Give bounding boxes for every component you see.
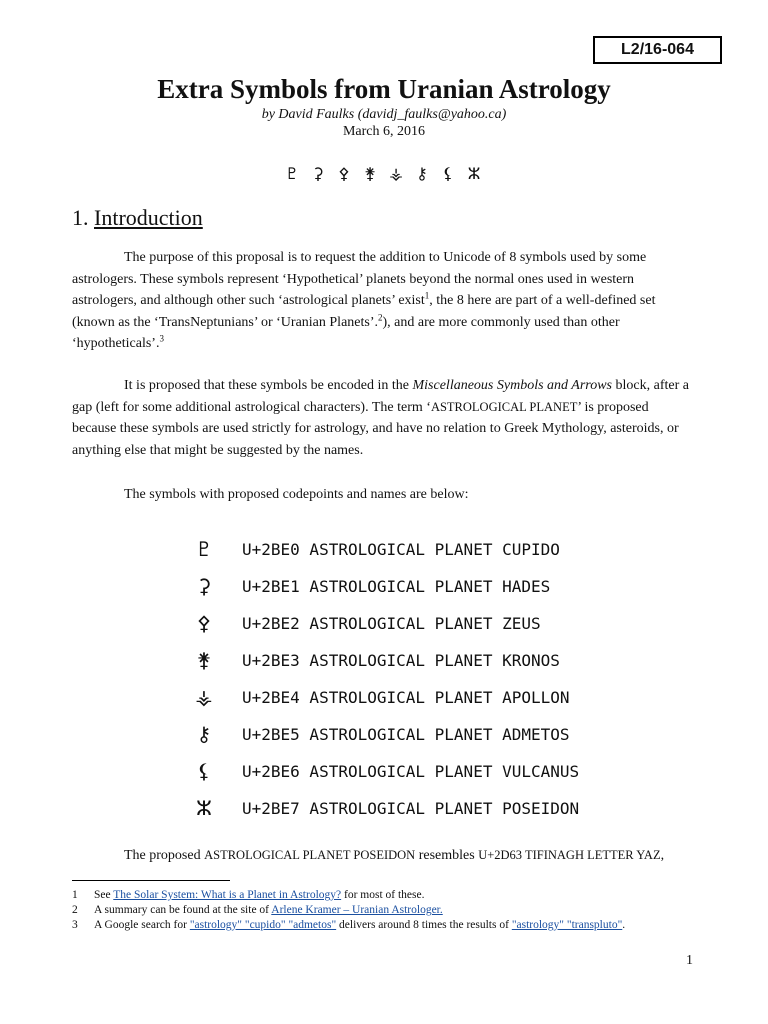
codepoint-row [188, 609, 638, 637]
codepoint-label: U+2BE2 ASTROLOGICAL PLANET ZEUS [242, 613, 541, 633]
character-name: ASTROLOGICAL PLANET POSEIDON [204, 848, 416, 862]
paragraph-text: ), and are more commonly used than other ‘hypotheticals’. [72, 314, 620, 351]
paragraph-text: block, after a gap (left for some additional astrological characters). The term ‘ [72, 378, 689, 415]
paragraph-text: , [660, 848, 665, 863]
codepoint-row [188, 572, 638, 600]
section-heading-introduction [72, 205, 203, 231]
footnote-text: See [94, 889, 114, 901]
intro-paragraph-purpose [72, 247, 690, 355]
kronos-symbol-icon: ⚵ [364, 164, 376, 183]
block-name: Miscellaneous Symbols and Arrows [412, 378, 612, 393]
footnote-1 [72, 888, 712, 903]
codepoint-label: U+2BE0 ASTROLOGICAL PLANET CUPIDO [242, 539, 560, 559]
footnote-3 [72, 918, 712, 933]
paragraph-text: resembles [415, 848, 479, 863]
footnote-text: A Google search for [94, 919, 190, 931]
paragraph-text: The purpose of this proposal is to request the addition to Unicode of 8 symbols used by some astrologers. These symbols represent ‘Hypothetical’ planets beyond the normal ones used in western astrologers, and although other such ‘astrological planets’ exist [72, 250, 647, 308]
character-name: U+2D63 TIFINAGH LETTER YAZ [478, 848, 661, 862]
codepoint-label: U+2BE7 ASTROLOGICAL PLANET POSEIDON [242, 798, 580, 818]
footnote-link[interactable]: "astrology" "cupido" "admetos" [189, 919, 337, 931]
cupido-symbol-icon: ♇ [284, 164, 300, 183]
footnote-number: 1 [72, 889, 78, 901]
codepoint-row [188, 683, 638, 711]
footnote-ref-1[interactable]: 1 [424, 290, 430, 301]
section-number: 1. [72, 205, 89, 230]
codepoint-row [188, 535, 638, 563]
hades-symbol-icon: ⚳ [196, 574, 212, 598]
footnote-text: delivers around 8 times the results of [336, 919, 512, 931]
author-byline: by David Faulks (davidj_faulks@yahoo.ca) [261, 107, 507, 122]
paragraph-text: , the 8 here are part of a well-defined set (known as the ‘TransNeptunians’ or ‘Uranian Planets’. [72, 293, 656, 330]
page-number: 1 [686, 953, 693, 968]
codepoint-row [188, 646, 638, 674]
poseidon-symbol-icon: ⵣ [467, 164, 481, 183]
footnote-ref-3[interactable]: 3 [159, 333, 164, 344]
paragraph-text: The proposed [124, 848, 205, 863]
intro-paragraph-list-lead: The symbols with proposed codepoints and names are below: [124, 487, 469, 502]
apollon-symbol-icon: ⚶ [389, 164, 403, 183]
footnote-link[interactable]: Arlene Kramer – Uranian Astrologer. [271, 904, 443, 916]
codepoint-row [188, 720, 638, 748]
vulcanus-symbol-icon: ⚸ [196, 759, 212, 783]
codepoint-label: U+2BE1 ASTROLOGICAL PLANET HADES [242, 576, 551, 596]
codepoint-label: U+2BE6 ASTROLOGICAL PLANET VULCANUS [242, 761, 580, 781]
intro-paragraph-block [72, 375, 690, 461]
zeus-symbol-icon: ⚴ [338, 164, 350, 183]
codepoint-label: U+2BE3 ASTROLOGICAL PLANET KRONOS [242, 650, 560, 670]
document-date: March 6, 2016 [342, 124, 426, 139]
footnote-text: for most of these. [341, 889, 425, 901]
admetos-symbol-icon: ⚷ [416, 164, 428, 183]
section-title: Introduction [94, 205, 203, 230]
admetos-symbol-icon: ⚷ [196, 722, 212, 746]
page-title: Extra Symbols from Uranian Astrology [157, 74, 611, 104]
codepoint-label: U+2BE4 ASTROLOGICAL PLANET APOLLON [242, 687, 570, 707]
paragraph-text: ’ is proposed because these symbols are used strictly for astrology, and have no relation to Greek Mythology, asteroids, or anything else that might be suggested by the names. [72, 399, 679, 458]
zeus-symbol-icon: ⚴ [196, 611, 212, 635]
kronos-symbol-icon: ⚵ [196, 648, 212, 672]
cupido-symbol-icon: ♇ [195, 537, 213, 561]
poseidon-resemblance-paragraph [72, 845, 690, 867]
footnote-text: A summary can be found at the site of [94, 904, 272, 916]
footnote-2 [72, 903, 712, 918]
footnote-number: 2 [72, 904, 78, 916]
term-name: ASTROLOGICAL PLANET [430, 399, 578, 414]
vulcanus-symbol-icon: ⚸ [442, 164, 454, 183]
hades-symbol-icon: ⚳ [312, 164, 324, 183]
footnote-text: . [622, 919, 626, 931]
codepoint-row [188, 757, 638, 785]
paragraph-text: It is proposed that these symbols be encoded in the [124, 378, 413, 393]
codepoint-label: U+2BE5 ASTROLOGICAL PLANET ADMETOS [242, 724, 570, 744]
footnote-number: 3 [72, 919, 78, 931]
apollon-symbol-icon: ⚶ [195, 685, 213, 709]
footnote-ref-2[interactable]: 2 [378, 311, 383, 322]
poseidon-symbol-icon: ⵣ [196, 796, 212, 820]
footnote-link[interactable]: "astrology" "transpluto" [511, 919, 623, 931]
codepoint-row [188, 794, 638, 822]
symbol-preview-row [282, 163, 488, 185]
document-number-box: L2/16-064 [593, 36, 722, 64]
footnote-link[interactable]: The Solar System: What is a Planet in Astrology? [113, 889, 342, 901]
footnote-divider [72, 880, 230, 881]
